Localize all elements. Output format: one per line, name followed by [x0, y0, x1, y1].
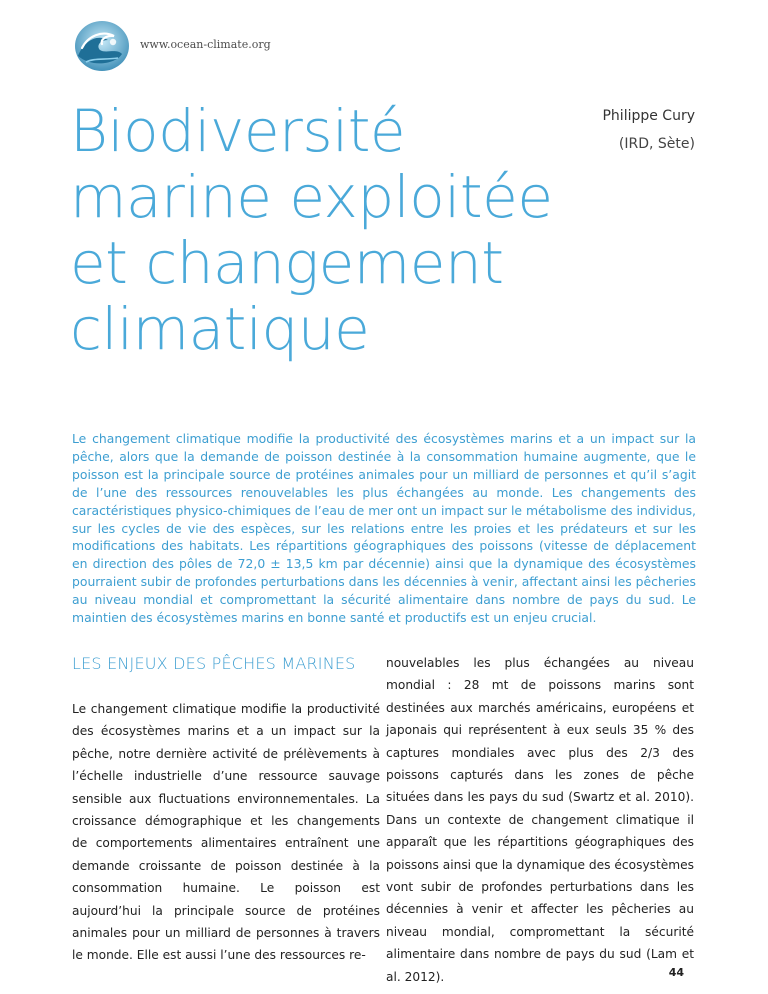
body-paragraph: Le changement climatique modifie la productivité des écosystèmes marins et a un impact sur la pêche, notre dernière activité de prélèvements à l’échelle industrielle d’une ressource sauvage sensible aux fluctuations environnementales. La croissance démographique et les changements de comportements alimentaires entraînent une demande croissante de poisson destinée à la consommation humaine. Le poisson est aujourd’hui la principale source de protéines animales pour un milliard de personnes à travers le monde. Elle est aussi l’une des ressources re-	[72, 702, 380, 963]
author-name: Philippe Cury	[602, 108, 695, 124]
abstract: Le changement climatique modifie la productivité des écosystèmes marins et a un impact sur la pêche, alors que la demande de poisson destinée à la consommation humaine augmente, que le poisson est la principale source de protéines animales pour un milliard de personnes et qu’il s’agit de l’une des ressources renouvelables les plus échangées au monde. Les changements des caractéristiques physico-chimiques de l’eau de mer ont un impact sur le métabolisme des individus, sur les cycles de vie des espèces, sur les relations entre les proies et les prédateurs et sur les modifications des habitats. Les répartitions géographiques des poissons (vitesse de déplacement en direction des pôles de 72,0 ± 13,5 km par décennie) ainsi que la dynamique des écosystèmes pourraient subir de profondes perturbations dans les décennies à venir, affectant ainsi les pêcheries au niveau mondial et compromettant la sécurité alimentaire dans nombre de pays du sud. Le maintien des écosystèmes marins en bonne santé et productifs est un enjeu crucial.	[72, 431, 696, 626]
title-line: et changement	[70, 229, 504, 297]
body-column-right	[386, 652, 694, 988]
article-title	[70, 98, 610, 362]
page-number: 44	[668, 966, 684, 979]
title-line: marine exploitée	[70, 163, 553, 231]
title-line: Biodiversité	[70, 97, 406, 165]
body-column-left	[72, 654, 380, 967]
author-affiliation: (IRD, Sète)	[618, 136, 695, 152]
section-heading: LES ENJEUX DES PÊCHES MARINES	[72, 654, 356, 673]
body-paragraph: nouvelables les plus échangées au niveau mondial : 28 mt de poissons marins sont destinées aux marchés américains, européens et japonais qui représentent à eux seuls 35 % des captures mondiales avec plus des 2/3 des poissons capturés dans les zones de pêche situées dans les pays du sud (Swartz et al. 2010). Dans un contexte de changement climatique il apparaît que les répartitions géographiques des poissons ainsi que la dynamique des écosystèmes vont subir de profondes perturbations dans les décennies à venir et affecter les pêcheries au niveau mondial, compromettant la sécurité alimentaire dans nombre de pays du sud (Lam et al. 2012).	[386, 656, 694, 984]
site-url[interactable]: www.ocean-climate.org	[140, 38, 271, 51]
author-block	[602, 108, 695, 152]
wave-logo-icon	[72, 18, 132, 74]
title-line: climatique	[70, 295, 370, 363]
